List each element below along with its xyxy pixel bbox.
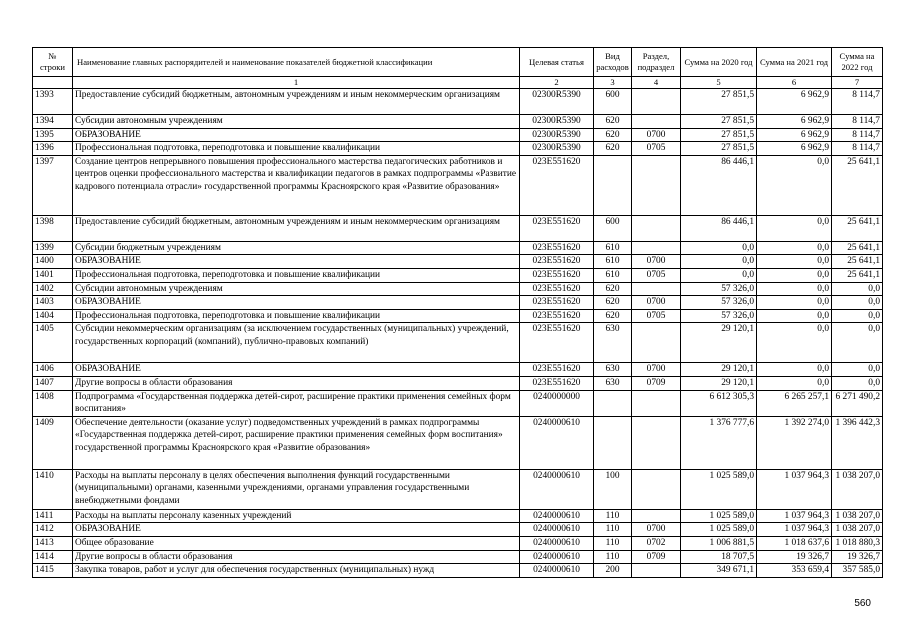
column-number: 7	[832, 77, 883, 89]
row-expense-type	[594, 390, 632, 416]
row-section	[632, 215, 681, 241]
header-name: Наименование главных распорядителей и наименование показателей бюджетной классификации	[73, 48, 520, 77]
row-name: Субсидии некоммерческим организациям (за исключением государственных (муниципальных) учреждений, государственных корпораций (компаний), публично-правовых компаний)	[73, 323, 520, 363]
row-target-article: 0240000610	[520, 509, 594, 523]
row-name: Субсидии автономным учреждениям	[73, 115, 520, 129]
budget-table	[32, 47, 883, 578]
row-number: 1393	[33, 89, 73, 115]
row-sum-2020: 27 851,5	[681, 128, 757, 142]
table-row	[33, 142, 883, 156]
row-sum-2021: 0,0	[757, 309, 832, 323]
header-sum-2022: Сумма на 2022 год	[832, 48, 883, 77]
row-expense-type: 110	[594, 509, 632, 523]
row-sum-2022: 8 114,7	[832, 142, 883, 156]
row-section	[632, 282, 681, 296]
row-section	[632, 89, 681, 115]
row-number: 1405	[33, 323, 73, 363]
row-sum-2020: 6 612 305,3	[681, 390, 757, 416]
column-number: 2	[520, 77, 594, 89]
row-target-article: 023E551620	[520, 309, 594, 323]
row-expense-type: 610	[594, 255, 632, 269]
row-sum-2020: 1 025 589,0	[681, 469, 757, 509]
row-sum-2022: 8 114,7	[832, 89, 883, 115]
row-expense-type: 610	[594, 268, 632, 282]
row-target-article: 023E551620	[520, 268, 594, 282]
row-section: 0700	[632, 255, 681, 269]
row-name: ОБРАЗОВАНИЕ	[73, 296, 520, 310]
row-target-article: 023E551620	[520, 241, 594, 255]
row-target-article: 023E551620	[520, 363, 594, 377]
row-sum-2020: 349 671,1	[681, 564, 757, 578]
row-sum-2022: 25 641,1	[832, 215, 883, 241]
row-sum-2021: 0,0	[757, 296, 832, 310]
row-expense-type: 110	[594, 536, 632, 550]
row-expense-type: 200	[594, 564, 632, 578]
row-name: Обеспечение деятельности (оказание услуг) подведомственных учреждений в рамках подпрограммы «Государственная поддержка детей-сирот, расширение практики применения семейных форм воспитания» государственной программы Красноярского края «Развитие образования»	[73, 416, 520, 469]
row-sum-2020: 29 120,1	[681, 363, 757, 377]
row-section	[632, 155, 681, 215]
row-sum-2021: 0,0	[757, 241, 832, 255]
row-sum-2020: 0,0	[681, 268, 757, 282]
row-sum-2020: 86 446,1	[681, 155, 757, 215]
row-number: 1409	[33, 416, 73, 469]
row-sum-2021: 0,0	[757, 363, 832, 377]
header-sum-2020: Сумма на 2020 год	[681, 48, 757, 77]
table-row	[33, 523, 883, 537]
row-target-article: 023E551620	[520, 155, 594, 215]
row-number: 1406	[33, 363, 73, 377]
column-number-row	[33, 77, 883, 89]
column-number: 3	[594, 77, 632, 89]
row-sum-2022: 0,0	[832, 363, 883, 377]
row-sum-2022: 0,0	[832, 282, 883, 296]
header-row-no: № строки	[33, 48, 73, 77]
row-section: 0702	[632, 536, 681, 550]
column-number: 6	[757, 77, 832, 89]
row-target-article: 023E551620	[520, 376, 594, 390]
row-sum-2021: 6 265 257,1	[757, 390, 832, 416]
row-section	[632, 509, 681, 523]
row-section: 0705	[632, 309, 681, 323]
row-sum-2020: 18 707,5	[681, 550, 757, 564]
column-number: 1	[73, 77, 520, 89]
row-name: Субсидии бюджетным учреждениям	[73, 241, 520, 255]
row-sum-2021: 19 326,7	[757, 550, 832, 564]
row-target-article: 023E551620	[520, 296, 594, 310]
row-name: Профессиональная подготовка, переподготовка и повышение квалификации	[73, 309, 520, 323]
row-sum-2021: 0,0	[757, 255, 832, 269]
row-expense-type: 100	[594, 469, 632, 509]
row-number: 1399	[33, 241, 73, 255]
header-row	[33, 48, 883, 77]
row-target-article: 023E551620	[520, 323, 594, 363]
row-number: 1400	[33, 255, 73, 269]
row-section	[632, 323, 681, 363]
row-target-article: 0240000610	[520, 550, 594, 564]
row-number: 1395	[33, 128, 73, 142]
column-number	[33, 77, 73, 89]
row-section: 0700	[632, 363, 681, 377]
row-name: Создание центров непрерывного повышения профессионального мастерства педагогических работников и центров оценки профессионального мастерства и квалификации педагогов в рамках подпрограммы «Развитие кадрового потенциала отрасли» государственной программы Красноярского края «Развитие образования»	[73, 155, 520, 215]
row-name: Профессиональная подготовка, переподготовка и повышение квалификации	[73, 268, 520, 282]
row-section: 0709	[632, 550, 681, 564]
row-number: 1407	[33, 376, 73, 390]
table-row	[33, 376, 883, 390]
row-sum-2021: 1 037 964,3	[757, 523, 832, 537]
row-target-article: 0240000610	[520, 536, 594, 550]
row-expense-type	[594, 416, 632, 469]
row-sum-2020: 1 025 589,0	[681, 509, 757, 523]
table-row	[33, 390, 883, 416]
table-row	[33, 323, 883, 363]
row-name: Общее образование	[73, 536, 520, 550]
row-sum-2021: 1 037 964,3	[757, 469, 832, 509]
row-target-article: 023E551620	[520, 282, 594, 296]
row-sum-2021: 1 392 274,0	[757, 416, 832, 469]
row-sum-2020: 29 120,1	[681, 323, 757, 363]
row-number: 1401	[33, 268, 73, 282]
row-sum-2021: 1 037 964,3	[757, 509, 832, 523]
row-sum-2022: 357 585,0	[832, 564, 883, 578]
row-expense-type: 600	[594, 215, 632, 241]
header-section: Раздел, подраздел	[632, 48, 681, 77]
row-sum-2022: 0,0	[832, 376, 883, 390]
row-number: 1397	[33, 155, 73, 215]
table-row	[33, 155, 883, 215]
row-name: Закупка товаров, работ и услуг для обеспечения государственных (муниципальных) нужд	[73, 564, 520, 578]
row-name: Расходы на выплаты персоналу в целях обеспечения выполнения функций государственными (муниципальными) органами, казенными учреждениями, органами управления государственными внебюджетными фондами	[73, 469, 520, 509]
column-number: 5	[681, 77, 757, 89]
row-expense-type: 620	[594, 142, 632, 156]
row-section: 0705	[632, 268, 681, 282]
row-sum-2022: 6 271 490,2	[832, 390, 883, 416]
row-number: 1414	[33, 550, 73, 564]
row-expense-type	[594, 155, 632, 215]
row-sum-2022: 1 018 880,3	[832, 536, 883, 550]
row-number: 1408	[33, 390, 73, 416]
table-row	[33, 241, 883, 255]
row-sum-2020: 57 326,0	[681, 282, 757, 296]
row-name: Другие вопросы в области образования	[73, 550, 520, 564]
row-sum-2020: 86 446,1	[681, 215, 757, 241]
row-section: 0700	[632, 296, 681, 310]
row-sum-2022: 19 326,7	[832, 550, 883, 564]
table-row	[33, 550, 883, 564]
row-sum-2022: 8 114,7	[832, 128, 883, 142]
row-sum-2020: 27 851,5	[681, 89, 757, 115]
row-sum-2020: 27 851,5	[681, 115, 757, 129]
row-target-article: 02300R5390	[520, 128, 594, 142]
row-name: ОБРАЗОВАНИЕ	[73, 523, 520, 537]
row-target-article: 0240000000	[520, 390, 594, 416]
table-row	[33, 363, 883, 377]
row-sum-2020: 57 326,0	[681, 309, 757, 323]
table-row	[33, 215, 883, 241]
row-name: ОБРАЗОВАНИЕ	[73, 128, 520, 142]
row-sum-2021: 353 659,4	[757, 564, 832, 578]
row-number: 1410	[33, 469, 73, 509]
row-sum-2020: 57 326,0	[681, 296, 757, 310]
row-number: 1412	[33, 523, 73, 537]
row-sum-2022: 25 641,1	[832, 155, 883, 215]
row-sum-2021: 6 962,9	[757, 142, 832, 156]
table-row	[33, 564, 883, 578]
row-number: 1398	[33, 215, 73, 241]
row-expense-type: 600	[594, 89, 632, 115]
row-name: Предоставление субсидий бюджетным, автономным учреждениям и иным некоммерческим организациям	[73, 215, 520, 241]
table-row	[33, 115, 883, 129]
row-number: 1411	[33, 509, 73, 523]
table-row	[33, 509, 883, 523]
header-vid: Вид расходов	[594, 48, 632, 77]
row-sum-2022: 8 114,7	[832, 115, 883, 129]
row-section	[632, 390, 681, 416]
row-number: 1403	[33, 296, 73, 310]
row-sum-2020: 1 376 777,6	[681, 416, 757, 469]
row-expense-type: 610	[594, 241, 632, 255]
row-sum-2022: 25 641,1	[832, 255, 883, 269]
row-number: 1402	[33, 282, 73, 296]
row-sum-2020: 29 120,1	[681, 376, 757, 390]
row-section: 0709	[632, 376, 681, 390]
row-sum-2021: 0,0	[757, 282, 832, 296]
row-number: 1396	[33, 142, 73, 156]
table-row	[33, 268, 883, 282]
row-sum-2022: 25 641,1	[832, 268, 883, 282]
row-target-article: 023E551620	[520, 215, 594, 241]
row-target-article: 0240000610	[520, 416, 594, 469]
row-expense-type: 110	[594, 550, 632, 564]
row-section	[632, 469, 681, 509]
row-name: Предоставление субсидий бюджетным, автономным учреждениям и иным некоммерческим организациям	[73, 89, 520, 115]
row-name: Подпрограмма «Государственная поддержка детей-сирот, расширение практики применения семейных форм воспитания»	[73, 390, 520, 416]
row-number: 1415	[33, 564, 73, 578]
row-name: ОБРАЗОВАНИЕ	[73, 255, 520, 269]
row-sum-2022: 0,0	[832, 323, 883, 363]
row-sum-2021: 0,0	[757, 376, 832, 390]
table-row	[33, 282, 883, 296]
row-section: 0700	[632, 128, 681, 142]
row-target-article: 0240000610	[520, 469, 594, 509]
row-section	[632, 241, 681, 255]
row-target-article: 02300R5390	[520, 142, 594, 156]
row-name: Профессиональная подготовка, переподготовка и повышение квалификации	[73, 142, 520, 156]
row-target-article: 0240000610	[520, 564, 594, 578]
header-target: Целевая статья	[520, 48, 594, 77]
header-sum-2021: Сумма на 2021 год	[757, 48, 832, 77]
row-sum-2022: 0,0	[832, 309, 883, 323]
row-expense-type: 620	[594, 115, 632, 129]
table-row	[33, 128, 883, 142]
table-row	[33, 309, 883, 323]
row-number: 1394	[33, 115, 73, 129]
table-body	[33, 89, 883, 578]
row-sum-2021: 0,0	[757, 155, 832, 215]
row-expense-type: 630	[594, 363, 632, 377]
row-expense-type: 620	[594, 309, 632, 323]
row-section	[632, 115, 681, 129]
row-sum-2020: 1 006 881,5	[681, 536, 757, 550]
row-sum-2021: 0,0	[757, 215, 832, 241]
row-sum-2022: 1 038 207,0	[832, 469, 883, 509]
row-sum-2020: 0,0	[681, 241, 757, 255]
row-sum-2022: 0,0	[832, 296, 883, 310]
row-sum-2020: 27 851,5	[681, 142, 757, 156]
row-sum-2021: 6 962,9	[757, 128, 832, 142]
row-name: Субсидии автономным учреждениям	[73, 282, 520, 296]
row-expense-type: 110	[594, 523, 632, 537]
row-target-article: 023E551620	[520, 255, 594, 269]
row-sum-2020: 0,0	[681, 255, 757, 269]
row-name: Другие вопросы в области образования	[73, 376, 520, 390]
row-sum-2021: 1 018 637,6	[757, 536, 832, 550]
table-row	[33, 469, 883, 509]
row-target-article: 0240000610	[520, 523, 594, 537]
row-sum-2022: 1 396 442,3	[832, 416, 883, 469]
row-section	[632, 564, 681, 578]
row-sum-2022: 1 038 207,0	[832, 523, 883, 537]
row-expense-type: 630	[594, 323, 632, 363]
row-sum-2021: 0,0	[757, 268, 832, 282]
row-expense-type: 630	[594, 376, 632, 390]
table-row	[33, 255, 883, 269]
row-sum-2021: 0,0	[757, 323, 832, 363]
row-number: 1413	[33, 536, 73, 550]
row-expense-type: 620	[594, 282, 632, 296]
table-row	[33, 89, 883, 115]
row-section: 0700	[632, 523, 681, 537]
row-sum-2022: 1 038 207,0	[832, 509, 883, 523]
table-row	[33, 416, 883, 469]
row-sum-2020: 1 025 589,0	[681, 523, 757, 537]
row-target-article: 02300R5390	[520, 89, 594, 115]
table-row	[33, 536, 883, 550]
column-number: 4	[632, 77, 681, 89]
row-name: Расходы на выплаты персоналу казенных учреждений	[73, 509, 520, 523]
row-target-article: 02300R5390	[520, 115, 594, 129]
row-sum-2021: 6 962,9	[757, 115, 832, 129]
table-row	[33, 296, 883, 310]
row-expense-type: 620	[594, 296, 632, 310]
row-name: ОБРАЗОВАНИЕ	[73, 363, 520, 377]
row-section	[632, 416, 681, 469]
row-sum-2021: 6 962,9	[757, 89, 832, 115]
row-expense-type: 620	[594, 128, 632, 142]
page-number: 560	[854, 598, 871, 609]
row-number: 1404	[33, 309, 73, 323]
row-sum-2022: 25 641,1	[832, 241, 883, 255]
row-section: 0705	[632, 142, 681, 156]
